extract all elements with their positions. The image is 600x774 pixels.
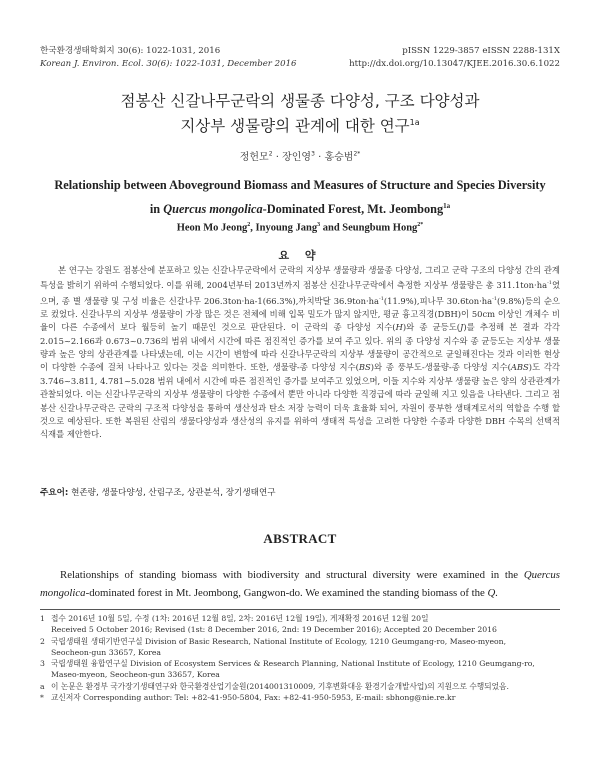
footnote-corresponding: * 교신저자 Corresponding author: Tel: +82-41-950-5804, Fax: +82-41-950-5953, E-mail: sbhong@nie.re.kr [40,692,560,703]
journal-citation-en: Korean J. Environ. Ecol. 30(6): 1022-1031, December 2016 [40,59,297,69]
title-korean-footnote-mark: 1a [409,118,420,127]
authors-korean: 정헌모$^2$ · 장인영$^3$ · 홍승범$^{2*}$ [239,150,361,163]
abstract-english [40,567,560,602]
title-english-line2: in Quercus mongolica-Dominated Forest, Mt. Jeombong$^{1a}$ [149,202,451,217]
title-english-line1: Relationship between Aboveground Biomass and Measures of Structure and Species Diversity [54,178,546,192]
summary-korean-paragraph: 본 연구는 강원도 점봉산에 분포하고 있는 신갈나무군락에서 군락의 지상부 생물량과 생물종 다양성, 그리고 군락 구조의 다양성 간의 관계 특성을 밝히기 위하여 수행되었다. 이를 위해, 2004년부터 2013년까지 점봉산 신갈나무군락에서 측정한 지상부 생물량은 총 $311.1ton\cdot ha^{-1}$였으며, 종 별 생물량 및 구성 비율은 신갈나무 206.3ton·ha-1(66.3%),까치박달 $36.9ton\cdot ha^{-1}(11.9\%)$,피나무 $30.6ton\cdot ha^{-1}(9.8\%)$등의 순으로 컸었다. 신갈나무의 지상부 생물량이 가장 많은 것은 전체에 비해 입목 밀도가 많지 않지만, 평균 흉고직경(DBH)이 50cm 이상인 개체수 비율이 다른 수종에서 보다 월등히 높기 때문인 것으로 판단된다. 이 군락의 종 다양성 지수(H)와 종 균등도(J)를 추정해 본 결과 각각 2.015~2.166과 0.673~0.736의 범위 내에서 시간에 따른 점진적인 증가를 보여 주고 있다. 위의 종 다양성 지수와 종 균등도는 지상부 생물량과 높은 양의 상관관계를 나타냈는데, 이는 시간이 변함에 따라 신갈나무군락의 지상부 생물량이 공간적으로 균일해진다는 것과 이러한 현상이 다양한 수종에 걸쳐 나타나고 있다는 것을 의미한다. 또한, 생물량-종 다양성 지수(BS)와 종 풍부도-생물량-종 다양성 지수(ABS)도 각각 3.746~3.811, 4.781~5.028 범위 내에서 시간에 따른 점진적인 증가를 보여주고 있었으며, 이들 지수와 지상부 생물량 높은 양의 상관관계가 관찰되었다. 이는 신갈나무군락의 지상부 생물량이 다양한 수종에서 뿐만 아니라 다양한 직경급에 따라 균일해 지고 있음을 나타낸다. 그리고 점봉산 신갈나무군락은 군락의 구조적 다양성을 통하여 생산성과 탄소 저장 능력이 더욱 효율화 되어, 자원이 풍부한 생태계로서의 역할을 수행 할 것으로 예상된다. 또한 복원된 산림의 생물다양성과 생산성의 유지를 위하여 생태적 특성을 고려한 다양한 수종과 다양한 DBH 수목의 선택적 식재를 제안한다. [40,265,560,440]
keywords-label: 주요어: [40,488,69,498]
author-en-3: Seungbum Hong [342,222,418,234]
corresponding-author-contact: 교신저자 Corresponding author: Tel: +82-41-950-5804, Fax: +82-41-950-5953, E-mail: sbhong@nie.re.kr [51,693,456,703]
authors-english: Heon Mo Jeong$^2$, Inyoung Jang$^3$ and Seungbum Hong$^{2*}$ [176,222,424,234]
footnote-divider [40,609,560,610]
journal-identifiers [349,45,560,71]
footnotes [40,613,560,703]
author-ko-3: 홍승범 [324,152,354,163]
footnote-1: 1 접수 2016년 10월 5일, 수정 (1차: 2016년 12월 8일, 2차: 2016년 12월 19일), 게재확정 2016년 12월 20일 Received 5 October 2016; Revised (1st: 8 December 2016, 2nd: 19 December 2016); Accepted 20 December 2016 [40,614,497,635]
abstract-heading: ABSTRACT [263,531,337,546]
journal-citation-ko: 한국환경생태학회지 30(6): 1022-1031, 2016 [40,46,221,56]
title-korean [40,91,560,137]
journal-citation [40,45,297,71]
title-korean-line2: 지상부 생물량의 관계에 대한 연구$^{1a}$ [180,117,420,136]
footnote-a: a 이 논문은 환경부 국가장기생태연구와 한국환경산업기술원(2014001310009, 기후변화대응 환경기술개발사업)의 지원으로 수행되었음. [40,681,509,691]
summary-heading: 요 약 [278,249,322,262]
title-korean-line1: 점봉산 신갈나무군락의 생물종 다양성, 구조 다양성과 [120,92,480,110]
author-en-1: Heon Mo Jeong [176,222,248,234]
keywords [40,486,276,498]
footnote-2: 2 국립생태원 생태기반연구실 Division of Basic Research, National Institute of Ecology, 1210 Geumgang-ro, Maseo-myeon, Seocheon-gun 33657, Korea [40,636,507,657]
author-ko-1: 정헌모 [239,152,269,163]
summary-korean [40,264,560,442]
author-ko-2: 장인영 [282,152,312,163]
keywords-list: 현존량, 생물다양성, 산림구조, 상관분석, 장기생태연구 [68,488,276,498]
abstract-english-paragraph: Relationships of standing biomass with biodiversity and structural diversity were examined in the Quercus mongolica-dominated forest in Mt. Jeombong, Gangwon-do. We examined the standing biomass of the Q. [40,569,560,599]
title-english [40,175,560,220]
author-en-2: Inyoung Jang [255,222,318,234]
issn: pISSN 1229-3857 eISSN 2288-131X [402,46,560,56]
doi-link[interactable]: http://dx.doi.org/10.13047/KJEE.2016.30.6.1022 [349,59,560,69]
footnote-3: 3 국립생태원 융합연구실 Division of Ecosystem Services & Research Planning, National Institute of Ecology, 1210 Geumgang-ro, Maseo-myeon, Seocheon-gun 33657, Korea [40,659,535,680]
